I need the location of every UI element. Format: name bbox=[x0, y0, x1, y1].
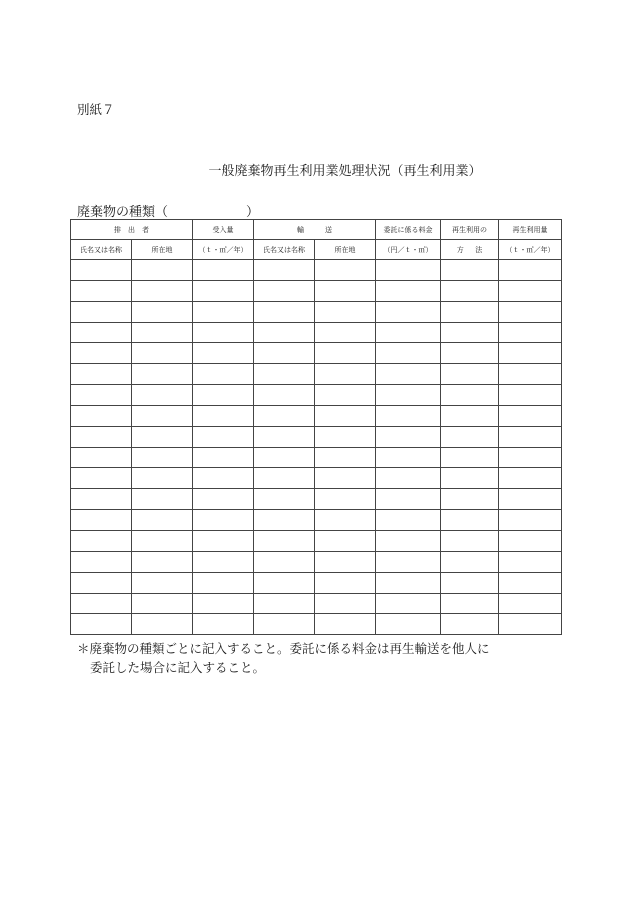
table-cell[interactable] bbox=[441, 385, 499, 406]
table-row bbox=[71, 322, 562, 343]
table-cell[interactable] bbox=[315, 385, 376, 406]
table-cell[interactable] bbox=[315, 447, 376, 468]
table-cell[interactable] bbox=[254, 447, 315, 468]
header-fee: 委託に係る料金 bbox=[376, 220, 441, 240]
table-row bbox=[71, 447, 562, 468]
table-cell[interactable] bbox=[499, 468, 562, 489]
table-row bbox=[71, 385, 562, 406]
header-transport: 輸 送 bbox=[254, 220, 376, 240]
header-method-char-2: 法 bbox=[475, 245, 483, 254]
table-cell[interactable] bbox=[254, 322, 315, 343]
header-location-1: 所在地 bbox=[132, 240, 193, 260]
table-cell[interactable] bbox=[499, 489, 562, 510]
table-cell[interactable] bbox=[376, 301, 441, 322]
table-row bbox=[71, 510, 562, 531]
table-cell[interactable] bbox=[376, 447, 441, 468]
table-cell[interactable] bbox=[315, 301, 376, 322]
table-cell[interactable] bbox=[315, 343, 376, 364]
table-cell[interactable] bbox=[254, 426, 315, 447]
table-cell[interactable] bbox=[315, 489, 376, 510]
table-cell[interactable] bbox=[315, 614, 376, 635]
table-cell[interactable] bbox=[315, 530, 376, 551]
table-cell[interactable] bbox=[193, 551, 254, 572]
table-cell[interactable] bbox=[132, 301, 193, 322]
table-cell[interactable] bbox=[193, 405, 254, 426]
table-cell[interactable] bbox=[132, 426, 193, 447]
table-cell[interactable] bbox=[376, 322, 441, 343]
table-cell[interactable] bbox=[441, 426, 499, 447]
table-cell[interactable] bbox=[499, 572, 562, 593]
table-cell[interactable] bbox=[441, 364, 499, 385]
header-fee-unit: （円／ｔ・㎥） bbox=[376, 240, 441, 260]
table-row bbox=[71, 614, 562, 635]
header-unit-1: （ｔ・㎥／年） bbox=[193, 240, 254, 260]
table-cell[interactable] bbox=[193, 614, 254, 635]
header-name-2: 氏名又は名称 bbox=[254, 240, 315, 260]
table-cell[interactable] bbox=[376, 426, 441, 447]
table-cell[interactable] bbox=[499, 385, 562, 406]
table-cell[interactable] bbox=[132, 343, 193, 364]
document-title: 一般廃棄物再生利用業処理状況（再生利用業） bbox=[208, 164, 482, 179]
table-cell[interactable] bbox=[315, 426, 376, 447]
table-cell[interactable] bbox=[71, 551, 132, 572]
table-cell[interactable] bbox=[193, 489, 254, 510]
table-cell[interactable] bbox=[254, 301, 315, 322]
table-cell[interactable] bbox=[315, 322, 376, 343]
table-cell[interactable] bbox=[441, 343, 499, 364]
table-cell[interactable] bbox=[254, 489, 315, 510]
table-cell[interactable] bbox=[499, 510, 562, 531]
table-row bbox=[71, 551, 562, 572]
table-cell[interactable] bbox=[71, 593, 132, 614]
table-cell[interactable] bbox=[315, 593, 376, 614]
table-cell[interactable] bbox=[499, 260, 562, 281]
table-cell[interactable] bbox=[132, 260, 193, 281]
header-method-char-1: 方 bbox=[456, 245, 464, 254]
table-cell[interactable] bbox=[499, 530, 562, 551]
table-cell[interactable] bbox=[132, 551, 193, 572]
table-cell[interactable] bbox=[499, 343, 562, 364]
table-cell[interactable] bbox=[193, 510, 254, 531]
table-row bbox=[71, 489, 562, 510]
table-cell[interactable] bbox=[441, 593, 499, 614]
table-cell[interactable] bbox=[193, 572, 254, 593]
table-cell[interactable] bbox=[441, 280, 499, 301]
table-cell[interactable] bbox=[254, 364, 315, 385]
header-location-2: 所在地 bbox=[315, 240, 376, 260]
table-cell[interactable] bbox=[193, 593, 254, 614]
table-cell[interactable] bbox=[499, 280, 562, 301]
table-cell[interactable] bbox=[499, 405, 562, 426]
table-cell[interactable] bbox=[132, 530, 193, 551]
table-cell[interactable] bbox=[71, 322, 132, 343]
table-cell[interactable] bbox=[71, 572, 132, 593]
table-cell[interactable] bbox=[193, 343, 254, 364]
table-cell[interactable] bbox=[376, 260, 441, 281]
table-cell[interactable] bbox=[254, 280, 315, 301]
table-cell[interactable] bbox=[441, 260, 499, 281]
table-cell[interactable] bbox=[132, 385, 193, 406]
table-cell[interactable] bbox=[193, 322, 254, 343]
table-cell[interactable] bbox=[254, 385, 315, 406]
table-cell[interactable] bbox=[132, 593, 193, 614]
table-cell[interactable] bbox=[499, 593, 562, 614]
table-cell[interactable] bbox=[193, 280, 254, 301]
table-cell[interactable] bbox=[315, 468, 376, 489]
table-cell[interactable] bbox=[132, 489, 193, 510]
table-cell[interactable] bbox=[193, 426, 254, 447]
table-cell[interactable] bbox=[132, 405, 193, 426]
table-cell[interactable] bbox=[441, 405, 499, 426]
notes bbox=[77, 639, 490, 677]
table-cell[interactable] bbox=[71, 364, 132, 385]
table-cell[interactable] bbox=[315, 405, 376, 426]
table-cell[interactable] bbox=[71, 343, 132, 364]
table-cell[interactable] bbox=[376, 510, 441, 531]
table-row bbox=[71, 530, 562, 551]
table-cell[interactable] bbox=[376, 364, 441, 385]
table-cell[interactable] bbox=[499, 551, 562, 572]
table-cell[interactable] bbox=[441, 468, 499, 489]
table-cell[interactable] bbox=[441, 489, 499, 510]
table-cell[interactable] bbox=[193, 530, 254, 551]
table-cell[interactable] bbox=[441, 572, 499, 593]
table-cell[interactable] bbox=[376, 405, 441, 426]
table-cell[interactable] bbox=[254, 405, 315, 426]
table-cell[interactable] bbox=[71, 405, 132, 426]
table-cell[interactable] bbox=[499, 364, 562, 385]
table-row bbox=[71, 301, 562, 322]
table-cell[interactable] bbox=[376, 468, 441, 489]
table-cell[interactable] bbox=[71, 530, 132, 551]
table-cell[interactable] bbox=[441, 322, 499, 343]
header-recycled-amount: 再生利用量 bbox=[499, 220, 562, 240]
table-cell[interactable] bbox=[254, 468, 315, 489]
table-cell[interactable] bbox=[193, 447, 254, 468]
table-cell[interactable] bbox=[71, 489, 132, 510]
table-cell[interactable] bbox=[254, 530, 315, 551]
header-row-2 bbox=[71, 240, 562, 260]
table-cell[interactable] bbox=[71, 614, 132, 635]
table-row bbox=[71, 343, 562, 364]
table-cell[interactable] bbox=[441, 447, 499, 468]
table-cell[interactable] bbox=[71, 426, 132, 447]
note-line-2: 委託した場合に記入すること。 bbox=[90, 660, 266, 675]
status-table bbox=[70, 219, 562, 635]
table-cell[interactable] bbox=[193, 301, 254, 322]
table-cell[interactable] bbox=[193, 260, 254, 281]
table-cell[interactable] bbox=[315, 510, 376, 531]
table-cell[interactable] bbox=[315, 551, 376, 572]
table-cell[interactable] bbox=[376, 280, 441, 301]
table-row bbox=[71, 572, 562, 593]
table-row bbox=[71, 426, 562, 447]
table-cell[interactable] bbox=[132, 280, 193, 301]
table-cell[interactable] bbox=[132, 468, 193, 489]
table-cell[interactable] bbox=[71, 280, 132, 301]
header-discharger: 排 出 者 bbox=[71, 220, 193, 240]
table-row bbox=[71, 260, 562, 281]
table-cell[interactable] bbox=[71, 510, 132, 531]
table-cell[interactable] bbox=[441, 530, 499, 551]
table-cell[interactable] bbox=[71, 468, 132, 489]
table-cell[interactable] bbox=[193, 385, 254, 406]
table-cell[interactable] bbox=[193, 364, 254, 385]
table-cell[interactable] bbox=[254, 343, 315, 364]
table-cell[interactable] bbox=[132, 447, 193, 468]
table-cell[interactable] bbox=[441, 510, 499, 531]
header-unit-2: （ｔ・㎥／年） bbox=[499, 240, 562, 260]
header-method-label bbox=[441, 240, 499, 260]
table-cell[interactable] bbox=[71, 260, 132, 281]
header-row-1 bbox=[71, 220, 562, 240]
table-cell[interactable] bbox=[315, 364, 376, 385]
waste-type-label: 廃棄物の種類（ ） bbox=[77, 205, 260, 220]
table-row bbox=[71, 468, 562, 489]
note-line-1: ＊廃棄物の種類ごとに記入すること。委託に係る料金は再生輸送を他人に bbox=[77, 641, 490, 656]
table-cell[interactable] bbox=[499, 322, 562, 343]
table-cell[interactable] bbox=[376, 593, 441, 614]
table-cell[interactable] bbox=[254, 510, 315, 531]
table-cell[interactable] bbox=[441, 614, 499, 635]
table-cell[interactable] bbox=[132, 364, 193, 385]
table-cell[interactable] bbox=[376, 489, 441, 510]
table-cell[interactable] bbox=[254, 614, 315, 635]
table-cell[interactable] bbox=[376, 614, 441, 635]
header-received-amount: 受入量 bbox=[193, 220, 254, 240]
table-cell[interactable] bbox=[193, 468, 254, 489]
table-cell[interactable] bbox=[376, 572, 441, 593]
table-cell[interactable] bbox=[315, 280, 376, 301]
table-cell[interactable] bbox=[315, 572, 376, 593]
table-cell[interactable] bbox=[71, 385, 132, 406]
table-cell[interactable] bbox=[376, 530, 441, 551]
table-cell[interactable] bbox=[499, 301, 562, 322]
annex-label: 別紙７ bbox=[77, 102, 115, 117]
table-cell[interactable] bbox=[315, 260, 376, 281]
table-cell[interactable] bbox=[499, 426, 562, 447]
table-cell[interactable] bbox=[254, 260, 315, 281]
table-cell[interactable] bbox=[376, 551, 441, 572]
table-cell[interactable] bbox=[254, 551, 315, 572]
header-method: 再生利用の bbox=[441, 220, 499, 240]
table-cell[interactable] bbox=[499, 447, 562, 468]
table-cell[interactable] bbox=[132, 510, 193, 531]
table-cell[interactable] bbox=[132, 572, 193, 593]
table-cell[interactable] bbox=[71, 447, 132, 468]
table-cell[interactable] bbox=[441, 551, 499, 572]
table-cell[interactable] bbox=[376, 343, 441, 364]
table-cell[interactable] bbox=[376, 385, 441, 406]
table-cell[interactable] bbox=[71, 301, 132, 322]
table-cell[interactable] bbox=[499, 614, 562, 635]
table-row bbox=[71, 280, 562, 301]
table-cell[interactable] bbox=[254, 572, 315, 593]
table-cell[interactable] bbox=[132, 614, 193, 635]
table-cell[interactable] bbox=[254, 593, 315, 614]
header-name-1: 氏名又は名称 bbox=[71, 240, 132, 260]
table-row bbox=[71, 405, 562, 426]
table-cell[interactable] bbox=[132, 322, 193, 343]
table-row bbox=[71, 593, 562, 614]
table-cell[interactable] bbox=[441, 301, 499, 322]
table-row bbox=[71, 364, 562, 385]
